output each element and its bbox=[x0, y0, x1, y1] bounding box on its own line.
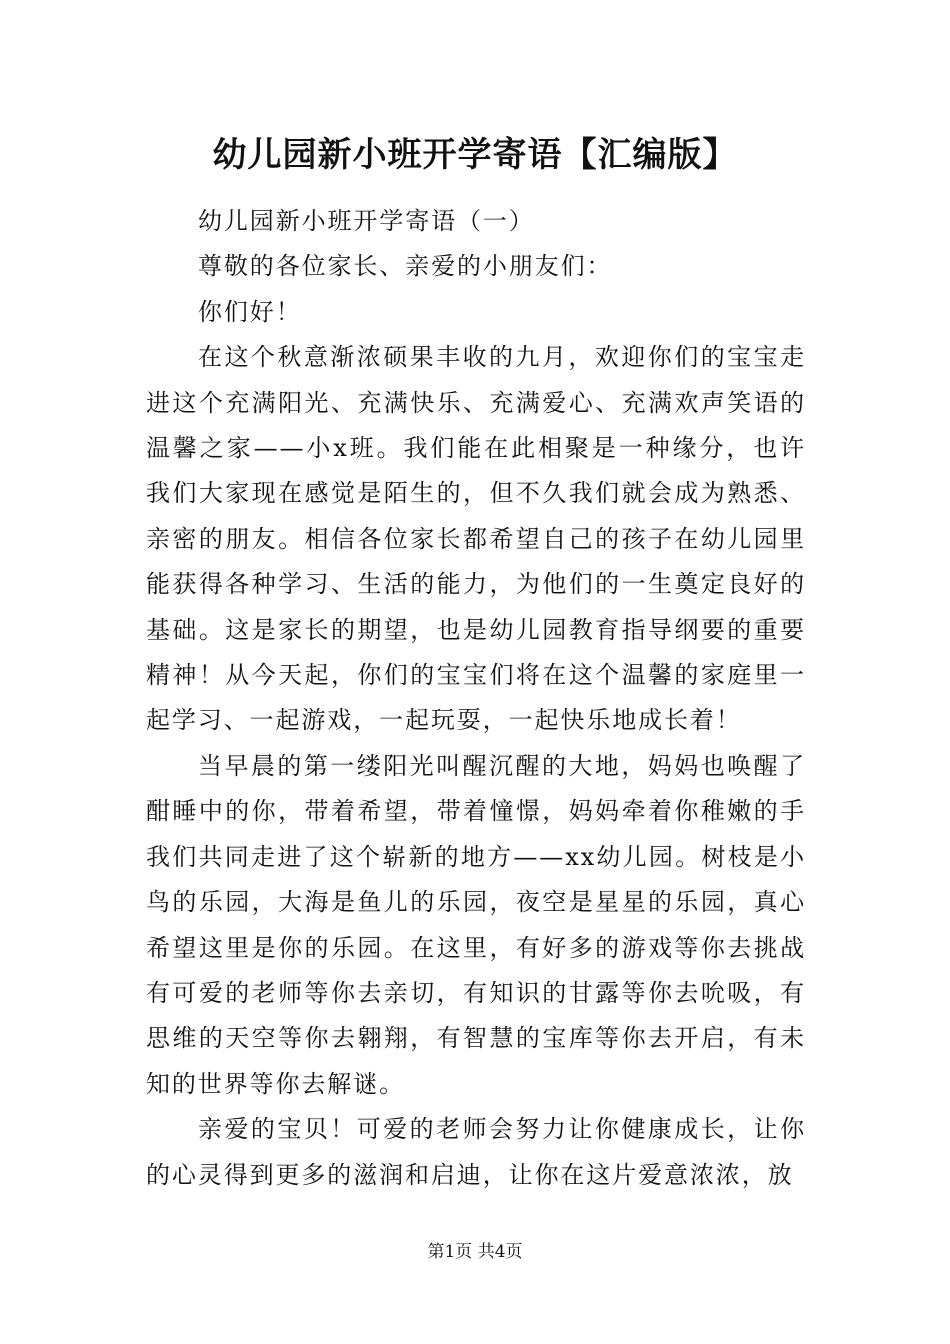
greeting: 你们好！ bbox=[198, 297, 302, 326]
section-heading: 幼儿园新小班开学寄语（一） bbox=[198, 207, 535, 235]
page-footer: 第1页 共4页 bbox=[427, 1242, 523, 1262]
document-body bbox=[146, 199, 806, 1198]
paragraph: 在这个秋意渐浓硕果丰收的九月，欢迎你们的宝宝走进这个充满阳光、充满快乐、充满爱心、充满欢声笑语的温馨之家——小x班。我们能在此相聚是一种缘分，也许我们大家现在感觉是陌生的，但不久我们就会成为熟悉、亲密的朋友。相信各位家长都希望自己的孩子在幼儿园里能获得各种学习、生活的能力，为他们的一生奠定良好的基础。这是家长的期望，也是幼儿园教育指导纲要的重要精神！从今天起，你们的宝宝们将在这个温馨的家庭里一起学习、一起游戏，一起玩耍，一起快乐地成长着！ bbox=[146, 343, 806, 735]
paragraph: 当早晨的第一缕阳光叫醒沉醒的大地，妈妈也唤醒了酣睡中的你，带着希望，带着憧憬，妈妈牵着你稚嫩的手我们共同走进了这个崭新的地方——xx幼儿园。树枝是小鸟的乐园，大海是鱼儿的乐园，夜空是星星的乐园，真心希望这里是你的乐园。在这里，有好多的游戏等你去挑战有可爱的老师等你去亲切，有知识的甘露等你去吮吸，有思维的天空等你去翱翔，有智慧的宝库等你去开启，有未知的世界等你去解谜。 bbox=[146, 751, 806, 1098]
paragraph: 亲爱的宝贝！可爱的老师会努力让你健康成长，让你的心灵得到更多的滋润和启迪，让你在这片爱意浓浓，放 bbox=[146, 1115, 806, 1189]
salutation: 尊敬的各位家长、亲爱的小朋友们： bbox=[198, 252, 613, 281]
document-title: 幼儿园新小班开学寄语【汇编版】 bbox=[212, 135, 738, 175]
